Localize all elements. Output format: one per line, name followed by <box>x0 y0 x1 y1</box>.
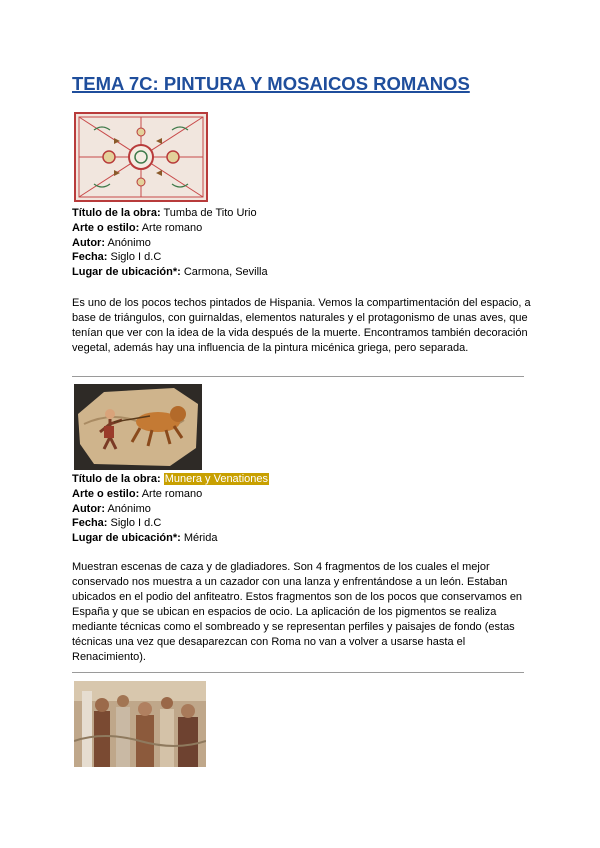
field-label: Arte o estilo: <box>72 487 140 500</box>
field-label: Lugar de ubicación*: <box>72 266 181 279</box>
field-label: Título de la obra: <box>72 473 161 485</box>
work-2-style-row <box>72 487 269 502</box>
work-2-metadata <box>72 472 269 546</box>
work-1-style-row <box>72 221 268 236</box>
field-label: Fecha: <box>72 251 108 264</box>
field-label: Lugar de ubicación*: <box>72 532 181 545</box>
highlighted-title-value: Munera y Venationes <box>164 473 269 485</box>
field-value: Anónimo <box>107 236 151 249</box>
page-title: TEMA 7C: PINTURA Y MOSAICOS ROMANOS <box>72 73 470 94</box>
work-2-title-row <box>72 472 269 487</box>
section-divider <box>72 672 524 673</box>
field-value: Arte romano <box>141 221 203 234</box>
field-value: Anónimo <box>107 502 151 515</box>
work-1-location-row <box>72 265 268 280</box>
field-value: Siglo I d.C <box>110 517 162 530</box>
ceiling-painting-image <box>74 112 208 202</box>
work-2-date-row <box>72 516 269 531</box>
work-1-metadata <box>72 206 268 280</box>
work-1-description: Es uno de los pocos techos pintados de Hispania. Vemos la compartimentación del espacio, a base de triángulos, con guirnaldas, elementos naturales y el protagonismo de unas aves, que tenían que ver con la idea de la vida después de la muerte. Encontramos también decoración vegetal, además hay una influencia de la pintura micénica griega, pero separada. <box>72 297 531 354</box>
work-1-date-row <box>72 250 268 265</box>
work-1-author-row <box>72 236 268 251</box>
mosaic-figures-image <box>74 681 206 767</box>
field-value: Mérida <box>183 532 218 545</box>
field-label: Título de la obra: <box>72 207 161 219</box>
field-value: Tumba de Tito Urio <box>163 207 257 219</box>
field-label: Autor: <box>72 236 105 249</box>
work-2-author-row <box>72 502 269 517</box>
field-label: Arte o estilo: <box>72 221 140 234</box>
section-divider <box>72 376 524 377</box>
work-2-description: Muestran escenas de caza y de gladiadores. Son 4 fragmentos de los cuales el mejor conservado nos muestra a un cazador con una lanza y enfrentándose a un león. Estaban ubicados en el podio del anfiteatro. Estos fragmentos son de los pocos que conservamos en España y que se ubican en espacios de ocio. La aplicación de los pigmentos se realiza mediante técnicas como el sombreado y se representan perfiles y paisajes de fondo (estas técnicas una vez que desaparezcan con Roma no van a volver a usarse hasta el Renacimiento). <box>72 561 523 663</box>
mosaic-hunter-lion-image <box>74 384 202 470</box>
field-label: Fecha: <box>72 517 108 530</box>
work-1-title-row <box>72 206 268 221</box>
field-value: Siglo I d.C <box>110 251 162 264</box>
work-2-location-row <box>72 531 269 546</box>
field-label: Autor: <box>72 502 105 515</box>
field-value: Carmona, Sevilla <box>183 266 268 279</box>
field-value: Arte romano <box>141 487 203 500</box>
